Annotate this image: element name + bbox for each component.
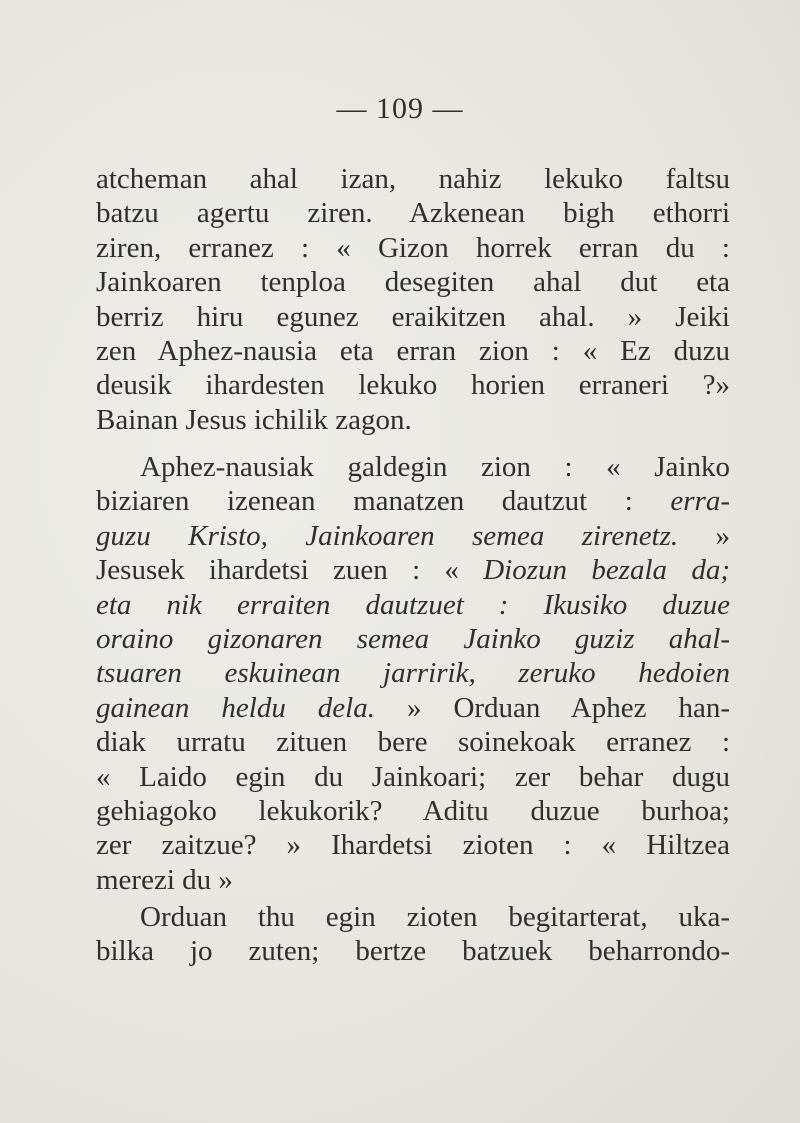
text-run: ziren, erranez : « Gizon horrek erran du :: [96, 231, 730, 264]
text-run: Aphez-nausiak galdegin zion : « Jainko: [140, 451, 730, 483]
text-run: » Orduan Aphez han-: [375, 691, 730, 724]
text-run: berriz hiru egunez eraikitzen ahal. » Jeiki: [96, 300, 730, 333]
text-run: Diozun bezala da;: [483, 554, 730, 587]
page-number: — 109 —: [336, 92, 464, 125]
text-line: [96, 484, 730, 518]
text-run: diak urratu zituen bere soinekoak erranez :: [96, 726, 730, 759]
paragraph-3: [96, 900, 730, 969]
text-run: Jesusek ihardetsi zuen : «: [96, 554, 484, 587]
text-line: [96, 656, 730, 690]
paragraph-2: [96, 450, 730, 897]
text-line: [96, 450, 730, 484]
text-run: gehiagoko lekukorik? Aditu duzue burhoa;: [96, 795, 730, 828]
text-line: [96, 300, 730, 334]
text-line: [96, 553, 730, 587]
paragraph-1: [96, 162, 730, 437]
text-run: zen Aphez-nausia eta erran zion : « Ez duzu: [96, 335, 730, 368]
text-line: [96, 760, 730, 794]
text-line: [96, 934, 730, 968]
text-run: Orduan thu egin zioten begitarterat, uka-: [140, 901, 730, 933]
text-line: [96, 519, 730, 553]
text-run: gainean heldu dela.: [96, 691, 375, 724]
text-run: atcheman ahal izan, nahiz lekuko faltsu: [96, 163, 730, 195]
text-run: oraino gizonaren semea Jainko guziz ahal-: [96, 623, 730, 656]
text-line: [96, 162, 730, 196]
text-line: [96, 403, 730, 437]
text-line: [96, 265, 730, 299]
text-line: [96, 900, 730, 934]
text-run: zer zaitzue? » Ihardetsi zioten : « Hiltzea: [96, 829, 730, 862]
text-line: [96, 622, 730, 656]
text-line: [96, 691, 730, 725]
text-line: [96, 725, 730, 759]
text-run: deusik ihardesten lekuko horien erraneri ?»: [96, 369, 730, 402]
text-run: merezi du »: [96, 863, 233, 896]
text-run: batzu agertu ziren. Azkenean bigh ethorri: [96, 197, 730, 230]
text-line: [96, 368, 730, 402]
text-run: tsuaren eskuinean jarririk, zeruko hedoien: [96, 657, 730, 690]
text-run: Jainkoaren tenploa desegiten ahal dut eta: [96, 266, 730, 299]
text-line: [96, 828, 730, 862]
text-run: bilka jo zuten; bertze batzuek beharrondo-: [96, 935, 730, 968]
text-line: [96, 334, 730, 368]
text-run: »: [678, 519, 730, 552]
text-line: [96, 588, 730, 622]
text-line: [96, 196, 730, 230]
text-run: erra-: [670, 485, 730, 518]
text-line: [96, 231, 730, 265]
text-run: « Laido egin du Jainkoari; zer behar dugu: [96, 760, 730, 793]
text-run: eta nik erraiten dautzuet : Ikusiko duzue: [96, 588, 730, 621]
text-run: guzu Kristo, Jainkoaren semea zirenetz.: [96, 519, 679, 552]
text-run: Bainan Jesus ichilik zagon.: [96, 403, 412, 436]
text-line: [96, 863, 730, 897]
text-line: [96, 794, 730, 828]
text-run: biziaren izenean manatzen dautzut :: [96, 485, 671, 518]
